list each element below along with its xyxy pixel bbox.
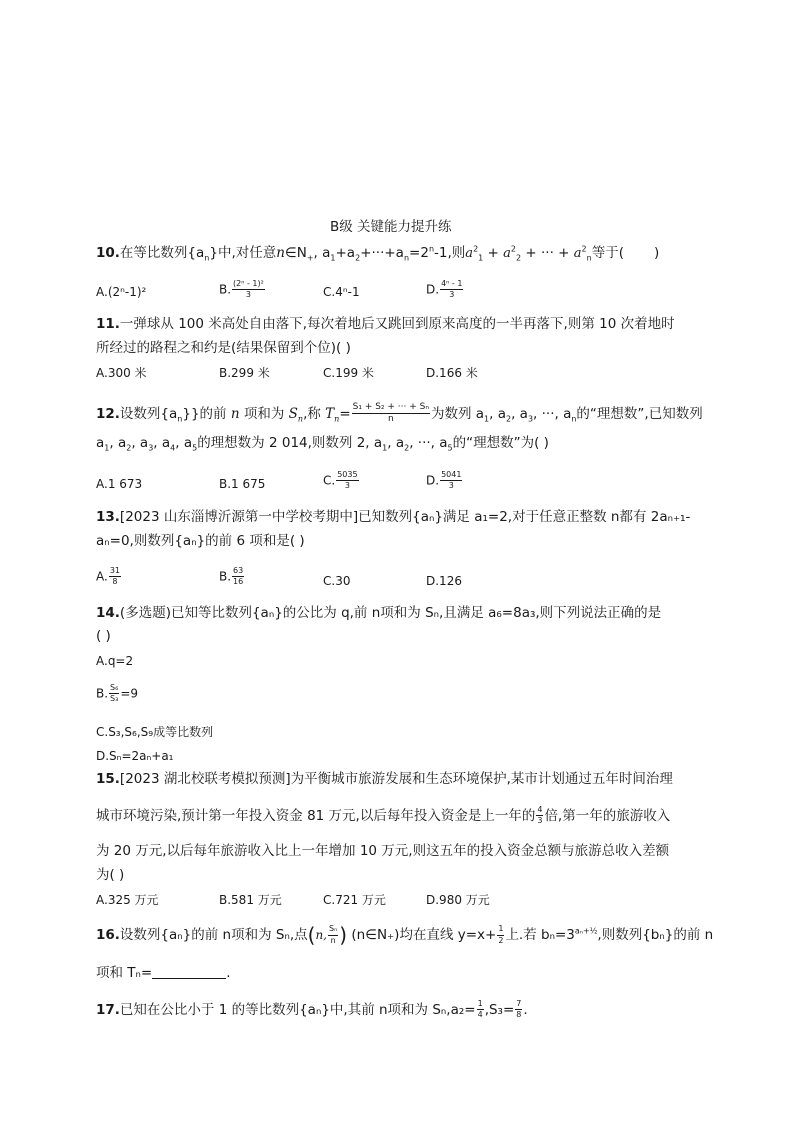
question-number: 11. xyxy=(96,316,120,332)
q11-option-c: C.199 米 xyxy=(323,366,374,380)
question-12-line2: $a_1$, $a_2$, $a_3$, $a_4$, $a_5$的理想数为 2 014,则数列 2, $a_1$, $a_2$, ···, $a_5$的“理想数”为( ) xyxy=(96,435,549,453)
q12-option-b: B.1 675 xyxy=(219,477,266,491)
q15-option-a: A.325 万元 xyxy=(96,893,159,907)
q13-option-d: D.126 xyxy=(426,574,462,588)
question-14-line2: ( ) xyxy=(96,628,111,644)
q12-option-c: C. $\frac{5035}{3}$ xyxy=(323,470,358,491)
question-11-line2: 所经过的路程之和约是(结果保留到个位)( ) xyxy=(96,340,351,356)
q13-option-c: C.30 xyxy=(323,574,351,588)
q10-option-c: C.4ⁿ-1 xyxy=(323,285,360,299)
answer-blank[interactable] xyxy=(152,966,226,979)
q14-option-a: A.q=2 xyxy=(96,654,134,668)
q14-option-c: C.S₃,S₆,S₉成等比数列 xyxy=(96,725,214,739)
q11-option-d: D.166 米 xyxy=(426,366,478,380)
question-15-line1: 15.[2023 湖北校联考模拟预测]为平衡城市旅游发展和生态环境保护,某市计划通过五年时间治理 xyxy=(96,771,673,787)
question-number: 12. xyxy=(96,405,120,422)
q14-option-b: B. $\frac{\text{S₆}}{\text{S₃}}$ =9 xyxy=(96,683,139,704)
q15-option-b: B.581 万元 xyxy=(219,893,282,907)
question-16-line1: 16.设数列{aₙ}的前 n项和为 Sₙ,点(n, $\frac{\text{Sₙ}}{n}$ ) (n∈N₊)均在直线 y=x+ $\frac{1}{2}$ 上.若 $b_n=3^{a_n+\frac{1}{2}}$,则数列{bₙ}的前 n xyxy=(96,923,714,947)
question-12-line1: 12.设数列$\{a_n\}$}的前 n 项和为 $S_n$,称 $T_n=$ $\frac{\text{S₁ + S₂ + ··· + Sₙ}}{n}$ 为数列 $a_1$, $a_2$, $a_3$, ···, $a_n$的“理想数”,已知数列 xyxy=(96,402,703,425)
question-number: 13. xyxy=(96,509,120,525)
question-number: 14. xyxy=(96,605,120,621)
question-number: 15. xyxy=(96,771,120,787)
question-15-line2: 城市环境污染,预计第一年投入资金 81 万元,以后每年投入资金是上一年的 $\frac{4}{3}$ 倍,第一年的旅游收入 xyxy=(96,805,671,826)
question-15-line3: 为 20 万元,以后每年旅游收入比上一年增加 10 万元,则这五年的投入资金总额与旅游总收入差额 xyxy=(96,843,670,859)
q11-option-b: B.299 米 xyxy=(219,366,270,380)
q15-option-d: D.980 万元 xyxy=(426,893,490,907)
question-10: 10.在等比数列$\{a_n\}$中,对任意$n\in N_+$, $a_1+a_2+\cdot\cdot\cdot+a_n=2^n-1$,则$a^2_1 + a^2_2$ + ··· + $a^2_n$等于( ) xyxy=(96,244,660,263)
q10-option-b: B. $\frac{\text{(2ⁿ - 1)²}}{3}$ xyxy=(219,279,264,300)
question-number: 17. xyxy=(96,1001,120,1018)
question-16-line2: 项和 Tₙ= . xyxy=(96,965,231,981)
q13-option-b: B. $\frac{63}{16}$ xyxy=(219,566,244,587)
question-13-line2: aₙ=0,则数列{aₙ}的前 6 项和是( ) xyxy=(96,533,305,549)
question-11-line1: 11.一弹球从 100 米高处自由落下,每次着地后又跳回到原来高度的一半再落下,则第 10 次着地时 xyxy=(96,316,675,332)
q12-option-d: D. $\frac{5041}{3}$ xyxy=(426,470,462,491)
q10-option-a: A.(2ⁿ-1)² xyxy=(96,285,147,299)
q10-option-d: D. $\frac{\text{4ⁿ - 1}}{3}$ xyxy=(426,279,463,300)
question-number: 16. xyxy=(96,927,120,943)
q14-option-d: D.Sₙ=2aₙ+a₁ xyxy=(96,749,174,763)
question-13-line1: 13.[2023 山东淄博沂源第一中学校考期中]已知数列{aₙ}满足 a₁=2,对于任意正整数 n都有 2aₙ₊₁- xyxy=(96,509,691,525)
question-15-line4: 为( ) xyxy=(96,867,125,883)
question-17: 17.已知在公比小于 1 的等比数列{aₙ}中,其前 n项和为 Sₙ,a₂= $\frac{1}{4}$ ,S₃= $\frac{7}{8}$ . xyxy=(96,999,528,1020)
q11-option-a: A.300 米 xyxy=(96,366,147,380)
question-number: 10. xyxy=(96,245,120,261)
q13-option-a: A. $\frac{31}{8}$ xyxy=(96,566,120,587)
q15-option-c: C.721 万元 xyxy=(323,893,386,907)
section-title: B级 关键能力提升练 xyxy=(330,219,452,235)
q12-option-a: A.1 673 xyxy=(96,477,143,491)
question-14-line1: 14.(多选题)已知等比数列{aₙ}的公比为 q,前 n项和为 Sₙ,且满足 a₆=8a₃,则下列说法正确的是 xyxy=(96,605,662,621)
